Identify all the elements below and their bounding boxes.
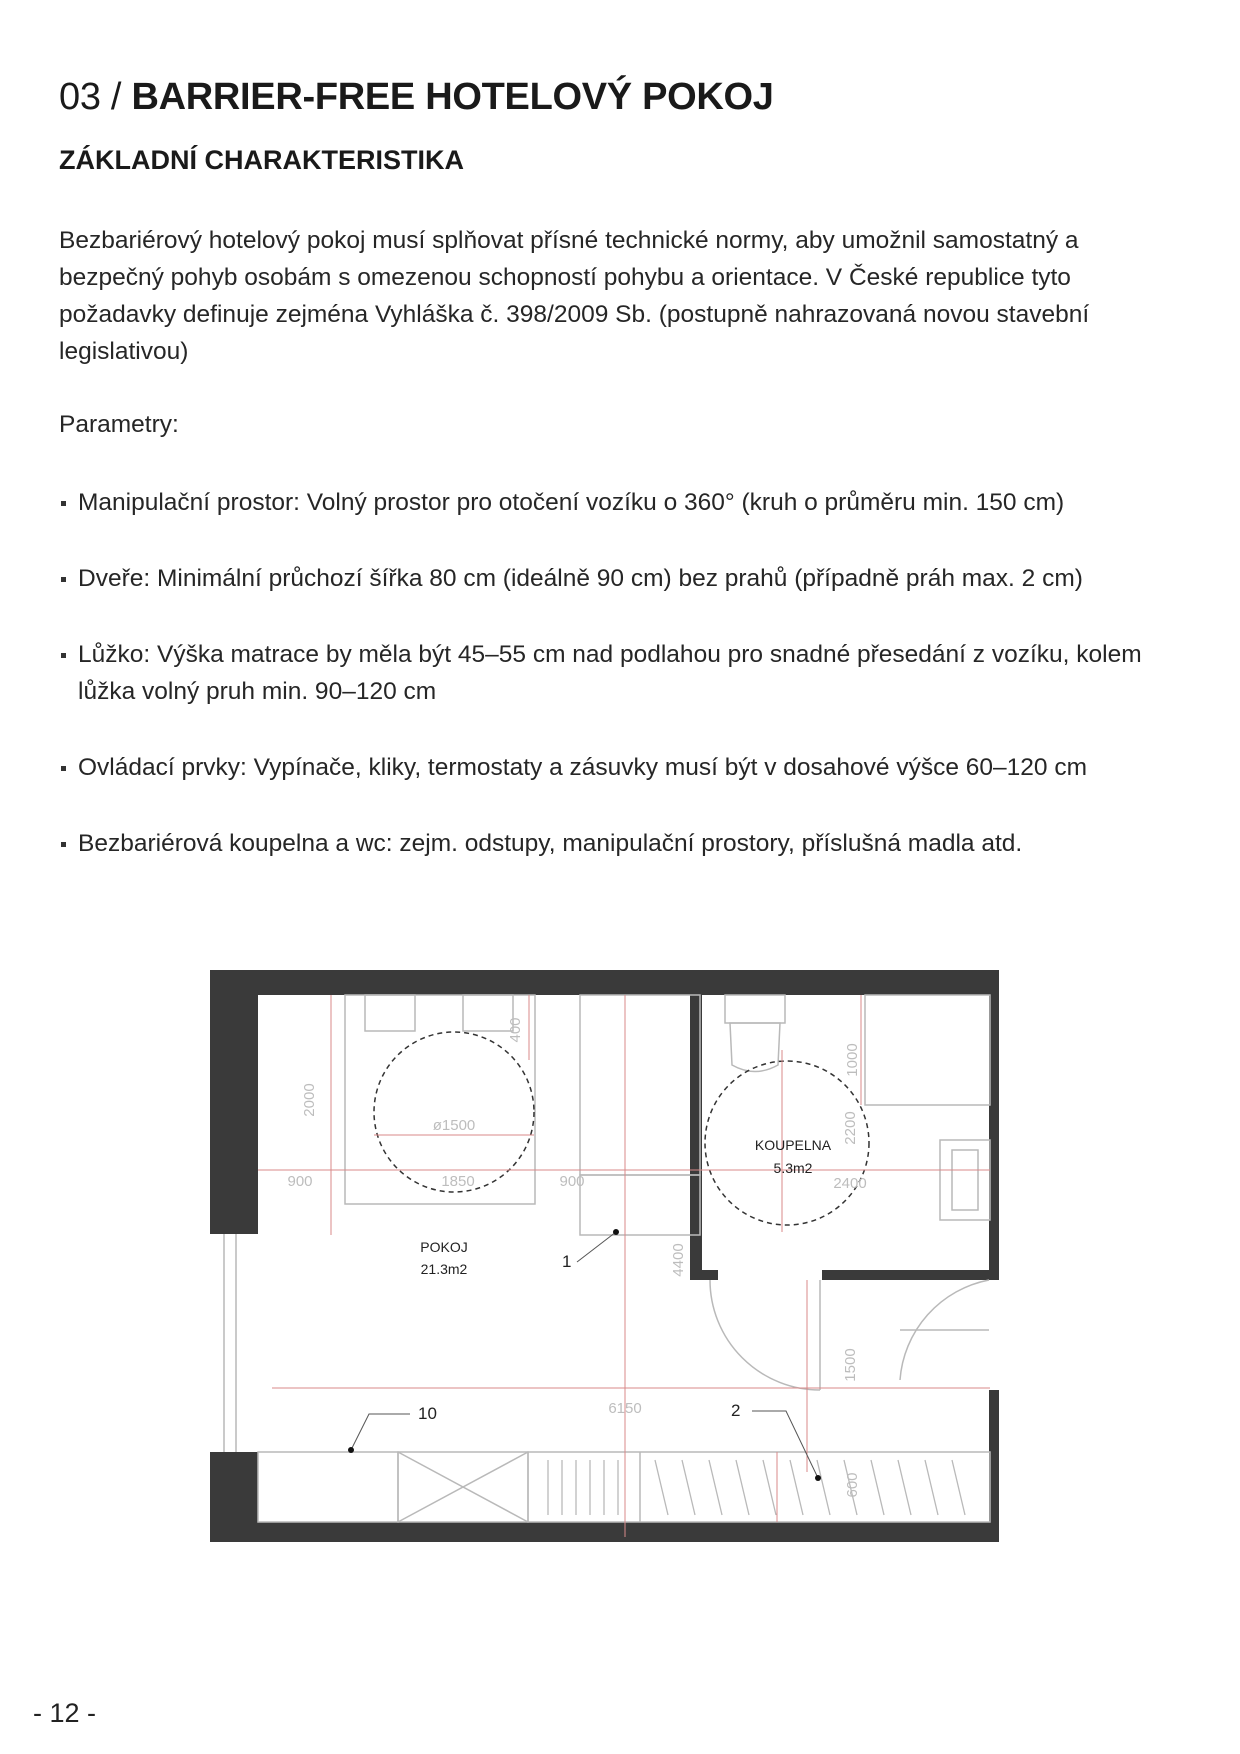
bullet-icon bbox=[61, 766, 66, 771]
list-item: Ovládací prvky: Vypínače, kliky, termostaty a zásuvky musí být v dosahové výšce 60–120 cm bbox=[59, 749, 1189, 786]
dim-900-left: 900 bbox=[287, 1173, 313, 1190]
dim-2000: 2000 bbox=[301, 1083, 318, 1117]
sink bbox=[940, 1140, 990, 1220]
bed-side-table bbox=[580, 995, 700, 1175]
dim-4400: 4400 bbox=[670, 1243, 687, 1277]
dim-2400: 2400 bbox=[833, 1175, 867, 1192]
list-item: Bezbariérová koupelna a wc: zejm. odstupy, manipulační prostory, příslušná madla atd. bbox=[59, 825, 1189, 862]
bullet-icon bbox=[61, 842, 66, 847]
toilet-bowl bbox=[730, 1023, 780, 1072]
window bbox=[224, 1234, 236, 1452]
wardrobe bbox=[258, 1452, 990, 1522]
room-turning-circle bbox=[374, 1032, 534, 1192]
dim-400: 400 bbox=[507, 1017, 524, 1043]
pillow-right bbox=[463, 995, 513, 1031]
bath-name: KOUPELNA bbox=[754, 1137, 832, 1153]
wall-bath-bottom-right bbox=[822, 1270, 992, 1280]
dim-1500-entry: 1500 bbox=[842, 1348, 859, 1382]
bath-area: 5.3m2 bbox=[773, 1160, 813, 1176]
dim-900-right: 900 bbox=[559, 1173, 585, 1190]
dimension-lines bbox=[258, 995, 990, 1537]
list-item: Manipulační prostor: Volný prostor pro otočení vozíku o 360° (kruh o průměru min. 150 cm) bbox=[59, 484, 1189, 521]
intro-paragraph: Bezbariérový hotelový pokoj musí splňovat přísné technické normy, aby umožnil samostatný a bezpečný pohyb osobám s omezenou schopností pohybu a orientace. V České republice tyto požadavky definuje zejména Vyhláška č. 398/2009 Sb. (postupně nahrazovaná novou stavební legislativou) bbox=[59, 227, 1090, 365]
marker-label-1: 1 bbox=[562, 1252, 572, 1271]
dim-1000: 1000 bbox=[844, 1043, 861, 1077]
dim-6150: 6150 bbox=[608, 1400, 642, 1417]
section-number: 03 / bbox=[59, 76, 122, 118]
dim-1850: 1850 bbox=[441, 1173, 475, 1190]
dim-1500: ø1500 bbox=[432, 1117, 476, 1134]
section-subtitle: ZÁKLADNÍ CHARAKTERISTIKA bbox=[59, 145, 464, 175]
list-item: Dveře: Minimální průchozí šířka 80 cm (ideálně 90 cm) bez prahů (případně práh max. 2 cm) bbox=[59, 560, 1189, 597]
toilet-tank bbox=[725, 995, 785, 1023]
dimension-labels bbox=[287, 1017, 866, 1497]
room-labels bbox=[420, 1137, 832, 1277]
section-title: BARRIER-FREE HOTELOVÝ POKOJ bbox=[131, 76, 774, 118]
page-title bbox=[59, 76, 774, 119]
wall-bottom bbox=[210, 1522, 999, 1542]
dim-600: 600 bbox=[844, 1472, 861, 1498]
wardrobe-hangers bbox=[548, 1460, 965, 1515]
marker-label-2: 2 bbox=[731, 1401, 741, 1420]
bullet-icon bbox=[61, 577, 66, 582]
desk bbox=[580, 1175, 700, 1235]
shower-area bbox=[865, 995, 990, 1105]
bullet-icon bbox=[61, 501, 66, 506]
wall-left-upper bbox=[210, 970, 258, 1234]
bath-door-swing bbox=[710, 1280, 820, 1390]
floor-plan bbox=[210, 970, 1000, 1542]
room-name: POKOJ bbox=[420, 1239, 468, 1255]
marker-label-10: 10 bbox=[418, 1404, 437, 1423]
list-item: Lůžko: Výška matrace by měla být 45–55 cm nad podlahou pro snadné přesedání z vozíku, kolem lůžka volný pruh min. 90–120 cm bbox=[59, 636, 1189, 710]
bullet-icon bbox=[61, 653, 66, 658]
wall-top bbox=[210, 970, 999, 995]
parameter-list bbox=[59, 484, 1189, 901]
walls bbox=[210, 970, 999, 1542]
pillow-left bbox=[365, 995, 415, 1031]
page-number: - 12 - bbox=[33, 1698, 97, 1728]
parameters-label: Parametry: bbox=[59, 411, 179, 438]
wall-bath-bottom-left bbox=[690, 1270, 718, 1280]
dim-2200: 2200 bbox=[842, 1111, 859, 1145]
room-area: 21.3m2 bbox=[420, 1261, 468, 1277]
marker-points bbox=[348, 1229, 821, 1481]
